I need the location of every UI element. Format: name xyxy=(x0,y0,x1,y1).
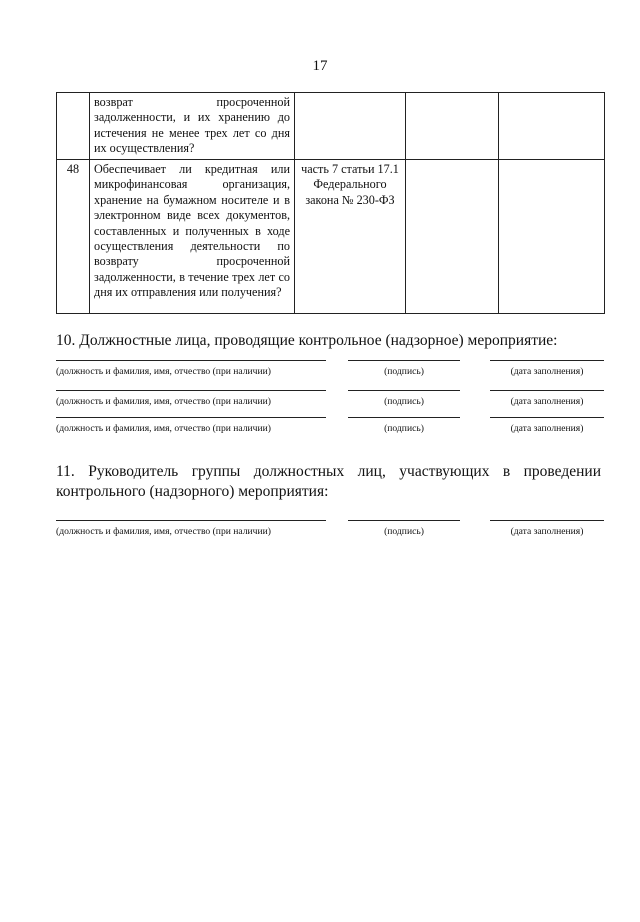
signature-caption: (подпись) xyxy=(384,396,424,407)
note-cell xyxy=(499,160,605,314)
date-line xyxy=(490,520,604,521)
row-number xyxy=(57,93,90,160)
date-line xyxy=(490,390,604,391)
signature-caption: (подпись) xyxy=(384,423,424,434)
date-caption: (дата заполнения) xyxy=(510,423,584,434)
row-number: 48 xyxy=(57,160,90,314)
name-caption: (должность и фамилия, имя, отчество (при наличии) xyxy=(56,423,271,434)
date-line xyxy=(490,417,604,418)
answer-cell xyxy=(406,160,499,314)
signature-row xyxy=(56,390,604,410)
date-caption: (дата заполнения) xyxy=(510,526,584,537)
name-line xyxy=(56,520,326,521)
table-row xyxy=(57,93,605,160)
section-11-title: 11. Руководитель группы должностных лиц, участвующих в проведении контрольного (надзорного) мероприятия: xyxy=(56,463,601,500)
name-caption: (должность и фамилия, имя, отчество (при наличии) xyxy=(56,366,271,377)
date-caption: (дата заполнения) xyxy=(510,396,584,407)
name-caption: (должность и фамилия, имя, отчество (при наличии) xyxy=(56,526,271,537)
signature-row xyxy=(56,360,604,380)
name-caption: (должность и фамилия, имя, отчество (при наличии) xyxy=(56,396,271,407)
question-text: возврат просроченной задолженности, и их хранению до истечения не менее трех лет со дня их осуществления? xyxy=(90,93,295,160)
question-text: Обеспечивает ли кредитная или микрофинансовая организация, хранение на бумажном носителе и в электронном виде всех документов, составленных и полученных в ходе осуществления деятельности по возврату просроченной задолженности, в течение трех лет со дня их отправления или получения? xyxy=(90,160,295,314)
note-cell xyxy=(499,93,605,160)
section-10-title: 10. Должностные лица, проводящие контрольное (надзорное) мероприятие: xyxy=(56,332,558,349)
table-row xyxy=(57,160,605,314)
name-line xyxy=(56,417,326,418)
legal-reference: часть 7 статьи 17.1 Федерального закона № 230-ФЗ xyxy=(295,160,406,314)
name-line xyxy=(56,360,326,361)
signature-caption: (подпись) xyxy=(384,526,424,537)
signature-line xyxy=(348,390,460,391)
signature-caption: (подпись) xyxy=(384,366,424,377)
answer-cell xyxy=(406,93,499,160)
checklist-table xyxy=(56,92,605,314)
date-line xyxy=(490,360,604,361)
date-caption: (дата заполнения) xyxy=(510,366,584,377)
signature-row xyxy=(56,520,604,540)
signature-row xyxy=(56,417,604,437)
signature-line xyxy=(348,520,460,521)
signature-line xyxy=(348,360,460,361)
page-number: 17 xyxy=(312,58,328,74)
legal-reference xyxy=(295,93,406,160)
name-line xyxy=(56,390,326,391)
signature-line xyxy=(348,417,460,418)
